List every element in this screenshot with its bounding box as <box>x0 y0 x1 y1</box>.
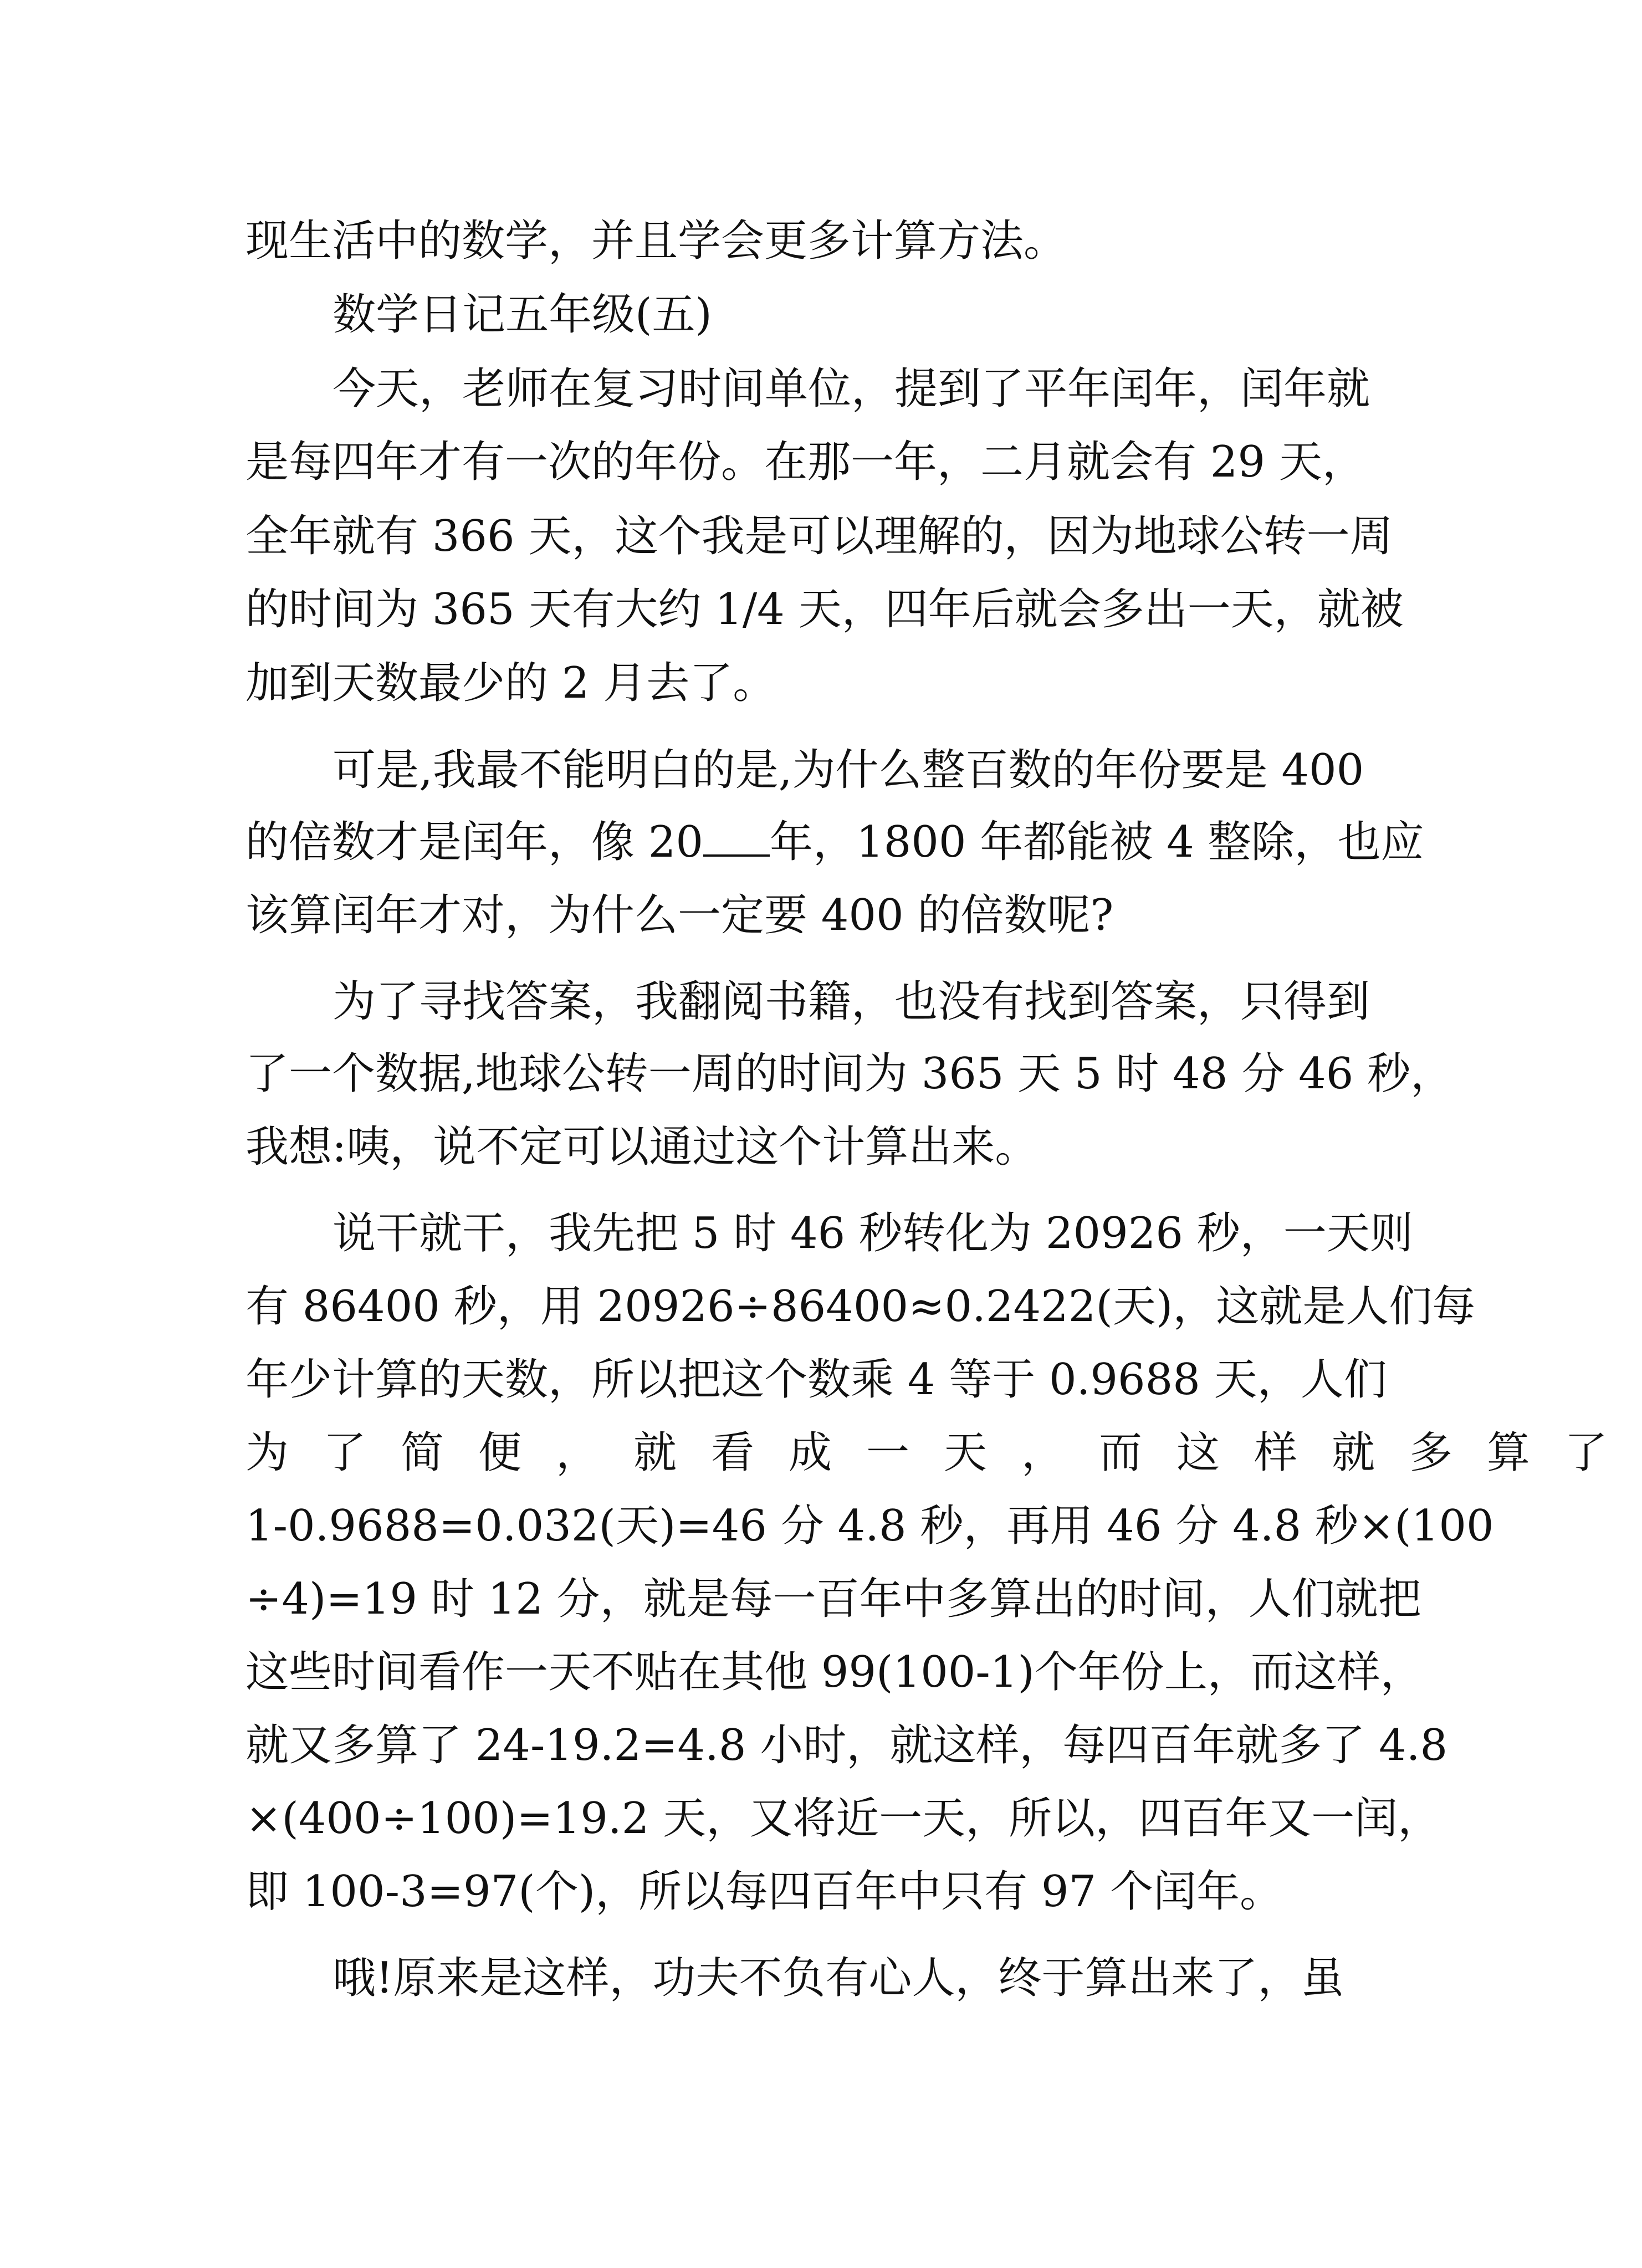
text-line: 该算闰年才对，为什么一定要 400 的倍数呢? <box>245 890 1114 940</box>
text-line: 这些时间看作一天不贴在其他 99(100-1)个年份上，而这样， <box>245 1647 1424 1697</box>
text-line: 可是,我最不能明白的是,为什么整百数的年份要是 400 <box>333 745 1364 795</box>
text-segment: 年，1800 年都能被 4 整除，也应 <box>770 817 1424 867</box>
text-line: ÷4)=19 时 12 分，就是每一百年中多算出的时间，人们就把 <box>245 1574 1421 1624</box>
text-line: 全年就有 366 天，这个我是可以理解的，因为地球公转一周 <box>245 511 1393 561</box>
fill-blank <box>703 816 770 857</box>
text-line: 我想:咦，说不定可以通过这个计算出来。 <box>245 1122 1039 1172</box>
text-line: 现生活中的数学，并且学会更多计算方法。 <box>245 216 1067 266</box>
text-segment: 的倍数才是闰年，像 20 <box>245 817 704 867</box>
text-line: 说干就干，我先把 5 时 46 秒转化为 20926 秒，一天则 <box>333 1209 1413 1258</box>
text-line: 的时间为 365 天有大约 1/4 天，四年后就会多出一天，就被 <box>245 585 1404 634</box>
text-line: 有 86400 秒，用 20926÷86400≈0.2422(天)，这就是人们每 <box>245 1282 1476 1332</box>
text-line: 是每四年才有一次的年份。在那一年，二月就会有 29 天， <box>245 437 1365 487</box>
text-line: 了一个数据,地球公转一周的时间为 365 天 5 时 48 分 46 秒， <box>245 1049 1454 1099</box>
text-line: ×(400÷100)=19.2 天，又将近一天，所以，四百年又一闰， <box>245 1794 1441 1844</box>
text-line: 为了简便，就看成一天，而这样就多算了 <box>245 1428 1642 1478</box>
text-line: 即 100-3=97(个)，所以每四百年中只有 97 个闰年。 <box>245 1867 1283 1917</box>
text-line: 年少计算的天数，所以把这个数乘 4 等于 0.9688 天，人们 <box>245 1355 1387 1405</box>
text-line: 今天，老师在复习时间单位，提到了平年闰年，闰年就 <box>333 364 1370 414</box>
text-line: 1-0.9688=0.032(天)=46 分 4.8 秒，再用 46 分 4.8 秒×(100 <box>245 1501 1494 1551</box>
text-line: 加到天数最少的 2 月去了。 <box>245 658 776 708</box>
text-line: 就又多算了 24-19.2=4.8 小时，就这样，每四百年就多了 4.8 <box>245 1721 1448 1770</box>
text-line: 哦!原来是这样，功夫不负有心人，终于算出来了，虽 <box>333 1953 1344 2003</box>
text-line-with-blank <box>245 815 1424 870</box>
text-line: 为了寻找答案，我翻阅书籍，也没有找到答案，只得到 <box>333 977 1370 1027</box>
section-title: 数学日记五年级(五) <box>333 290 712 340</box>
